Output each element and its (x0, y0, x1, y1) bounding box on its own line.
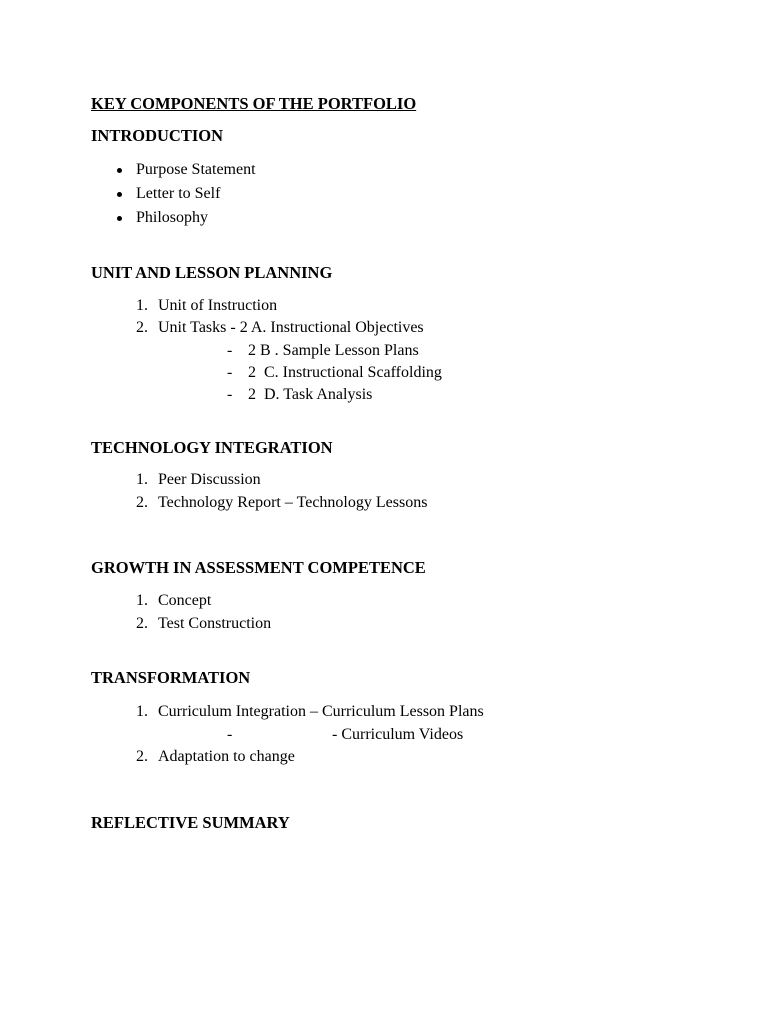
list-number: 1. (136, 297, 148, 314)
list-number: 2. (136, 615, 148, 632)
sub-dash: - (227, 726, 233, 743)
sub-item: 2 B . Sample Lesson Plans (248, 342, 419, 359)
sub-item: 2 D. Task Analysis (248, 386, 373, 403)
list-item: Adaptation to change (158, 748, 295, 765)
bullet-icon (117, 168, 122, 173)
unit-lesson-planning-heading: UNIT AND LESSON PLANNING (91, 263, 333, 282)
bullet-icon (117, 192, 122, 197)
list-item: Curriculum Integration – Curriculum Lesson Plans (158, 703, 484, 720)
introduction-item: Philosophy (136, 209, 209, 226)
sub-dash: - (227, 364, 233, 381)
sub-item: - Curriculum Videos (332, 726, 464, 743)
list-number: 1. (136, 471, 148, 488)
list-number: 1. (136, 592, 148, 609)
list-item: Test Construction (158, 615, 272, 632)
document-title: KEY COMPONENTS OF THE PORTFOLIO (91, 94, 417, 113)
assessment-competence-heading: GROWTH IN ASSESSMENT COMPETENCE (91, 558, 426, 577)
list-number: 1. (136, 703, 148, 720)
list-item: Technology Report – Technology Lessons (158, 494, 428, 511)
sub-dash: - (227, 342, 233, 359)
sub-item: 2 C. Instructional Scaffolding (248, 364, 442, 381)
introduction-heading: INTRODUCTION (91, 126, 224, 145)
transformation-heading: TRANSFORMATION (91, 668, 251, 687)
introduction-item: Purpose Statement (136, 161, 256, 178)
list-item: Unit of Instruction (158, 297, 278, 314)
reflective-summary-heading: REFLECTIVE SUMMARY (91, 813, 290, 832)
sub-dash: - (227, 386, 233, 403)
list-number: 2. (136, 494, 148, 511)
introduction-item: Letter to Self (136, 185, 221, 202)
list-item: Peer Discussion (158, 471, 261, 488)
list-number: 2. (136, 319, 148, 336)
technology-integration-heading: TECHNOLOGY INTEGRATION (91, 438, 333, 457)
list-item: Concept (158, 592, 212, 609)
list-number: 2. (136, 748, 148, 765)
bullet-icon (117, 216, 122, 221)
list-item: Unit Tasks - 2 A. Instructional Objectives (158, 319, 424, 336)
